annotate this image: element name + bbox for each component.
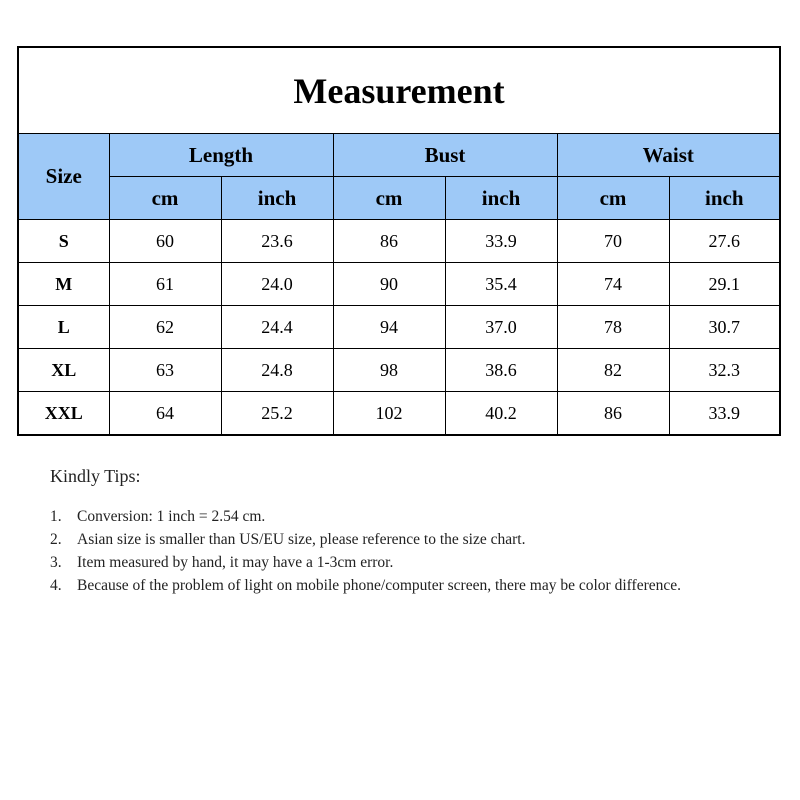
tip-text: Item measured by hand, it may have a 1-3cm error. [77, 554, 394, 571]
table-cell: 23.6 [221, 220, 333, 263]
unit-header-cm: cm [333, 177, 445, 220]
tip-number: 3. [50, 554, 62, 571]
table-cell: 27.6 [669, 220, 780, 263]
table-cell: 70 [557, 220, 669, 263]
tip-number: 2. [50, 531, 62, 548]
group-header-waist: Waist [557, 134, 780, 177]
size-chart-table [17, 46, 781, 436]
tip-text: Conversion: 1 inch = 2.54 cm. [77, 508, 266, 525]
tip-number: 1. [50, 508, 62, 525]
tips-section [50, 466, 750, 597]
tip-item [50, 505, 750, 528]
chart-title: Measurement [18, 47, 780, 134]
tip-number: 4. [50, 577, 62, 594]
table-cell: 98 [333, 349, 445, 392]
size-column-header: Size [18, 134, 109, 220]
tip-item [50, 574, 750, 597]
tip-text: Asian size is smaller than US/EU size, please reference to the size chart. [77, 531, 526, 548]
tip-text: Because of the problem of light on mobile phone/computer screen, there may be color difference. [77, 577, 681, 594]
table-cell: 33.9 [669, 392, 780, 436]
table-cell: 30.7 [669, 306, 780, 349]
tips-title: Kindly Tips: [50, 466, 141, 486]
size-label: L [18, 306, 109, 349]
table-row [18, 392, 780, 436]
table-row [18, 306, 780, 349]
table-cell: 24.8 [221, 349, 333, 392]
table-cell: 86 [333, 220, 445, 263]
table-cell: 74 [557, 263, 669, 306]
table-cell: 63 [109, 349, 221, 392]
table-cell: 94 [333, 306, 445, 349]
table-cell: 40.2 [445, 392, 557, 436]
unit-header-inch: inch [669, 177, 780, 220]
table-cell: 37.0 [445, 306, 557, 349]
table-cell: 24.0 [221, 263, 333, 306]
table-cell: 82 [557, 349, 669, 392]
size-label: XXL [18, 392, 109, 436]
table-cell: 38.6 [445, 349, 557, 392]
table-cell: 24.4 [221, 306, 333, 349]
size-label: M [18, 263, 109, 306]
table-row [18, 220, 780, 263]
tip-item [50, 551, 750, 574]
table-cell: 86 [557, 392, 669, 436]
table-cell: 25.2 [221, 392, 333, 436]
table-cell: 61 [109, 263, 221, 306]
unit-header-inch: inch [445, 177, 557, 220]
table-cell: 32.3 [669, 349, 780, 392]
tips-list [50, 505, 750, 597]
table-cell: 33.9 [445, 220, 557, 263]
table-cell: 60 [109, 220, 221, 263]
unit-header-inch: inch [221, 177, 333, 220]
table-cell: 102 [333, 392, 445, 436]
tip-item [50, 528, 750, 551]
table-cell: 35.4 [445, 263, 557, 306]
table-row [18, 263, 780, 306]
table-row [18, 349, 780, 392]
size-label: XL [18, 349, 109, 392]
size-label: S [18, 220, 109, 263]
table-cell: 29.1 [669, 263, 780, 306]
size-data-body [18, 220, 780, 436]
table-cell: 64 [109, 392, 221, 436]
unit-header-cm: cm [557, 177, 669, 220]
group-header-length: Length [109, 134, 333, 177]
table-cell: 90 [333, 263, 445, 306]
table-cell: 78 [557, 306, 669, 349]
unit-header-cm: cm [109, 177, 221, 220]
table-cell: 62 [109, 306, 221, 349]
unit-header-row [18, 177, 780, 220]
group-header-bust: Bust [333, 134, 557, 177]
